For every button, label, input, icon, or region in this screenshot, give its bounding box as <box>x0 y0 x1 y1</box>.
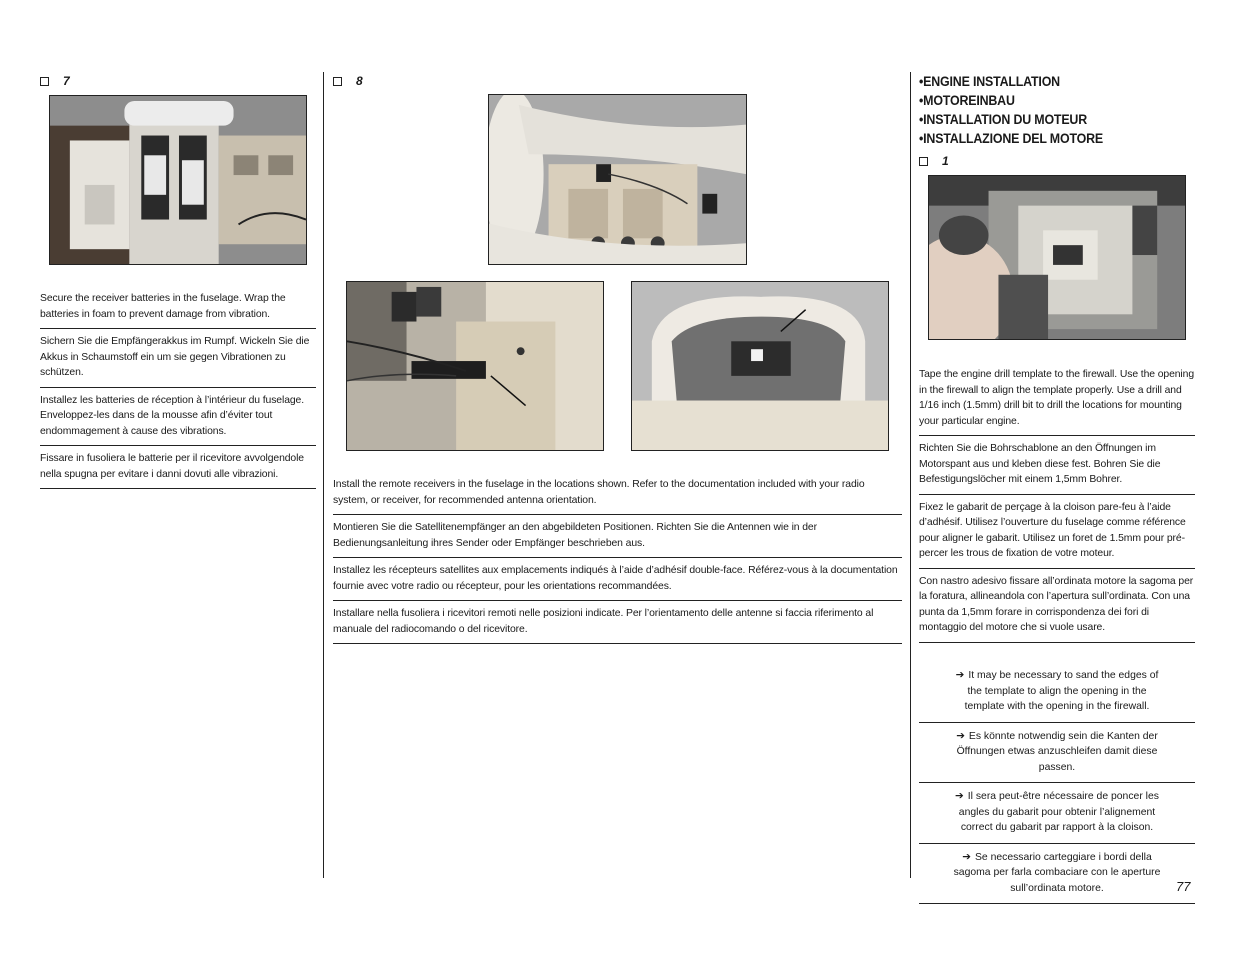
note-it <box>919 844 1195 905</box>
paragraph-fr: Fixez le gabarit de perçage à la cloison pare-feu à l’aide d’adhésif. Utilisez l’ouverture du fuselage comme référence pour aligner le gabarit. Utilisez un foret de 1.5mm pour pré-percer les trous de fixation de votre moteur. <box>919 495 1195 569</box>
photo-receiver-batteries <box>49 95 307 265</box>
note-text: Il sera peut-être nécessaire de poncer les angles du gabarit pour obtenir l’alignement correct du gabarit par rapport à la cloison. <box>958 791 1159 833</box>
paragraph-it: Installare nella fusoliera i ricevitori remoti nelle posizioni indicate. Per l’orientamento delle antenne si faccia riferimento al manuale del radiocomando o del ricevitore. <box>333 601 902 644</box>
step-number: 7 <box>63 74 70 88</box>
right-text <box>919 362 1195 643</box>
paragraph-it: Con nastro adesivo fissare all’ordinata motore la sagoma per la foratura, allineandola con l’apertura sull’ordinata. Con una punta da 1,5mm forare in corrispondenza dei fori di montaggio del motore che si vuole usare. <box>919 569 1195 643</box>
step-number: 8 <box>356 74 363 88</box>
arrow-right-icon: ➔ <box>956 730 965 742</box>
paragraph-de: Sichern Sie die Empfängerakkus im Rumpf. Wickeln Sie die Akkus in Schaumstoff ein um sie gegen Vibrationen zu schützen. <box>40 329 316 388</box>
heading-fr: •INSTALLATION DU MOTEUR <box>919 112 1088 127</box>
note-en <box>919 662 1195 723</box>
photo-receiver-side <box>346 281 604 451</box>
section-headings <box>919 72 1209 148</box>
step-7-header <box>40 72 70 90</box>
arrow-right-icon: ➔ <box>955 670 965 681</box>
checkbox-icon[interactable] <box>333 77 342 86</box>
heading-de: •MOTOREINBAU <box>919 93 1015 108</box>
heading-it: •INSTALLAZIONE DEL MOTORE <box>919 131 1103 146</box>
paragraph-fr: Installez les batteries de réception à l’intérieur du fuselage. Enveloppez-les dans de la mousse afin d’éviter tout endommagement à cause des vibrations. <box>40 388 316 447</box>
arrow-right-icon: ➔ <box>955 791 964 802</box>
page-number: 77 <box>1176 879 1191 894</box>
step-1-header <box>919 152 949 170</box>
paragraph-en: Tape the engine drill template to the firewall. Use the opening in the firewall to align the template properly. Use a drill and 1/16 inch (1.5mm) drill bit to drill the locations for mounting your particular engine. <box>919 362 1195 436</box>
checkbox-icon[interactable] <box>40 77 49 86</box>
paragraph-en: Secure the receiver batteries in the fuselage. Wrap the batteries in foam to prevent damage from vibration. <box>40 286 316 329</box>
paragraph-it: Fissare in fusoliera le batterie per il ricevitore avvolgendole nella spugna per evitare i danni dovuti alle vibrazioni. <box>40 446 316 489</box>
step-number: 1 <box>942 154 949 168</box>
paragraph-de: Richten Sie die Bohrschablone an den Öffnungen im Motorspant aus und kleben diese fest. Bohren Sie die Befestigungslöcher mit einem 1,5mm Bohrer. <box>919 436 1195 495</box>
column-divider-left <box>323 72 324 878</box>
note-de <box>919 723 1195 784</box>
heading-en: •ENGINE INSTALLATION <box>919 74 1060 89</box>
checkbox-icon[interactable] <box>919 157 928 166</box>
paragraph-en: Install the remote receivers in the fuselage in the locations shown. Refer to the documentation included with your radio system, or receiver, for recommended antenna orientation. <box>333 472 902 515</box>
photo-fuselage-interior <box>488 94 747 265</box>
step-8-header <box>333 72 363 90</box>
note-text: Es könnte notwendig sein die Kanten der Öffnungen etwas anzuschleifen damit diese passen. <box>956 730 1158 773</box>
note-fr <box>919 783 1195 844</box>
note-text: Se necessario carteggiare i bordi della sagoma per farla combaciare con le aperture sull’ordinata motore. <box>953 851 1161 894</box>
photo-receiver-top <box>631 281 889 451</box>
right-notes <box>919 662 1195 904</box>
note-text: It may be necessary to sand the edges of the template to align the opening in the template with the opening in the firewall. <box>964 670 1159 712</box>
paragraph-fr: Installez les récepteurs satellites aux emplacements indiqués à l’aide d’adhésif double-face. Référez-vous à la documentation fournie avec votre radio ou récepteur, pour les orientations recommandées. <box>333 558 902 601</box>
column-divider-right <box>910 72 911 878</box>
photo-engine-template <box>928 175 1186 340</box>
middle-text <box>333 472 902 644</box>
left-text <box>40 286 316 489</box>
paragraph-de: Montieren Sie die Satellitenempfänger an den abgebildeten Positionen. Richten Sie die Antennen wie in der Bedienungsanleitung ihres Sender oder Empfänger beschrieben aus. <box>333 515 902 558</box>
arrow-right-icon: ➔ <box>962 851 971 863</box>
